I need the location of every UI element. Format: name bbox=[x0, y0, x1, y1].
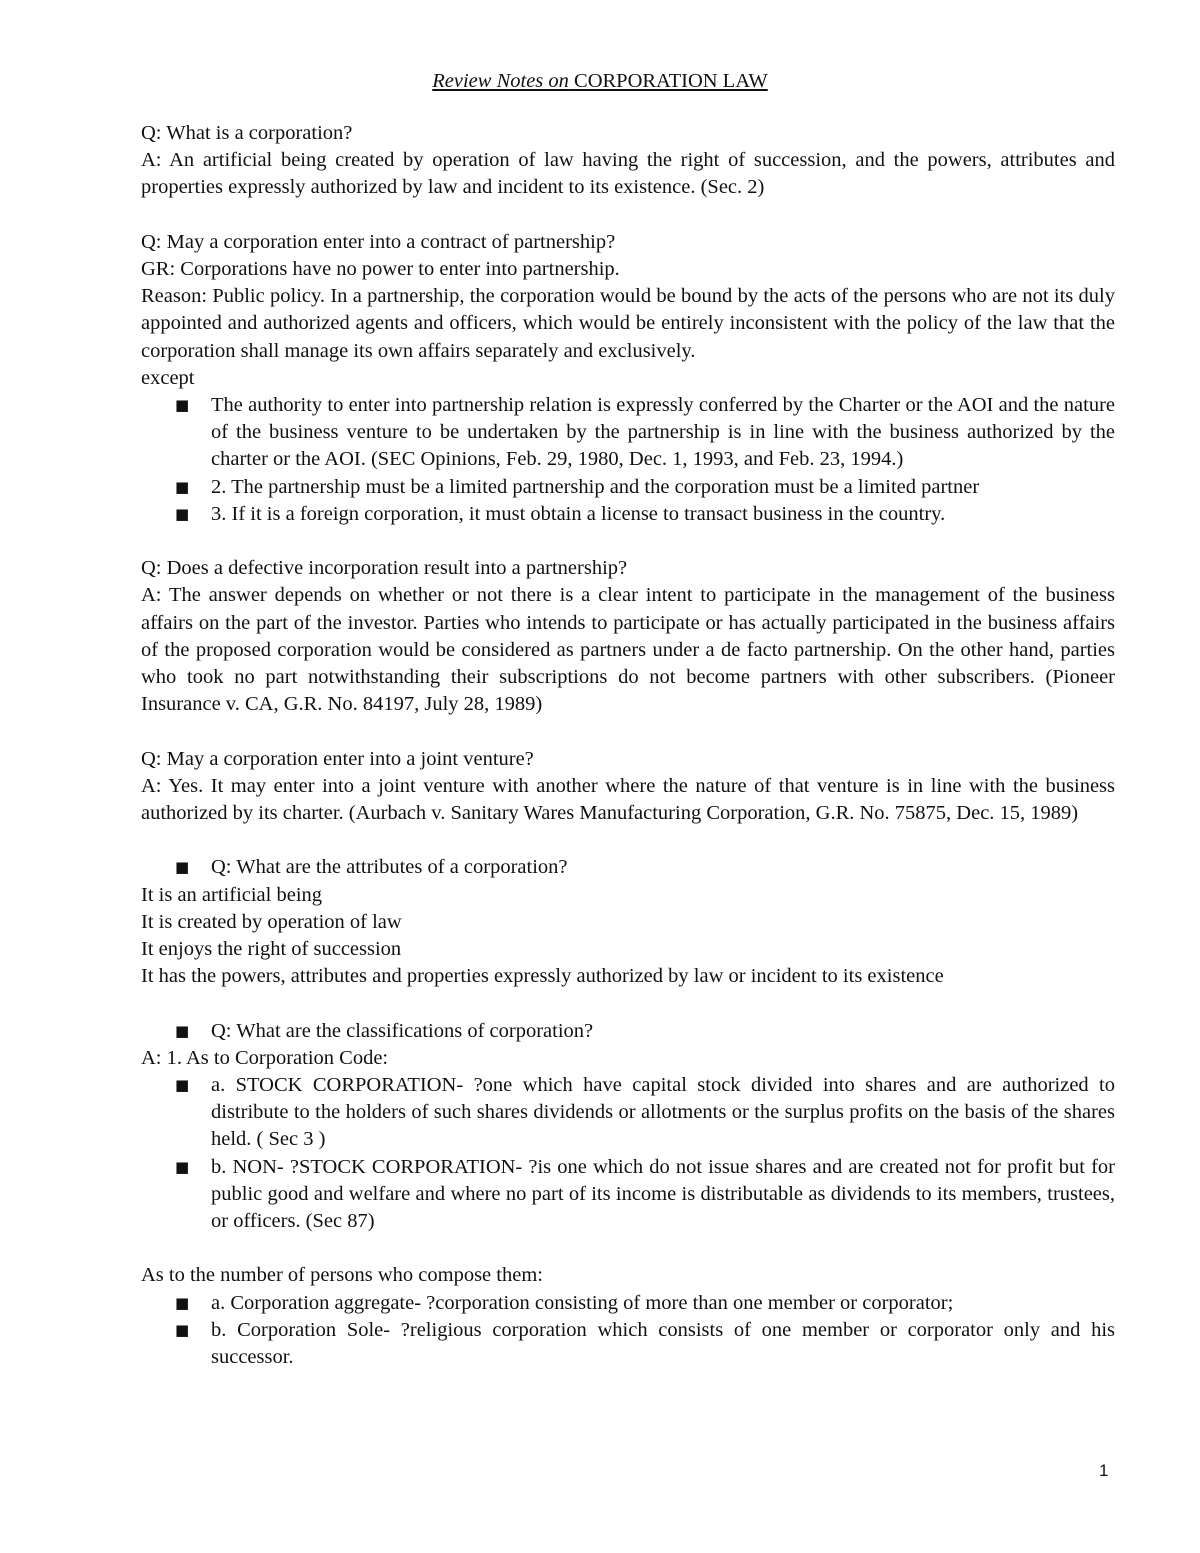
answer-corporation-code-heading: A: 1. As to Corporation Code: bbox=[141, 1046, 389, 1069]
list-item bbox=[141, 1018, 1115, 1045]
number-of-persons-heading: As to the number of persons who compose them: bbox=[141, 1264, 543, 1287]
square-bullet-icon: ■ bbox=[175, 477, 190, 496]
list-item: ■ 2. The partnership must be a limited partnership and the corporation must be a limited partner bbox=[141, 474, 1115, 501]
attribute-item: It is created by operation of law bbox=[141, 910, 402, 933]
list-item: ■ a. Corporation aggregate- ?corporation consisting of more than one member or corporator; bbox=[141, 1290, 1115, 1317]
answer-defective-incorporation: A: The answer depends on whether or not there is a clear intent to participate in the management of the business affairs on the part of the investor. Parties who intends to participate or has actually participated in the business affairs of the proposed corporation would be considered as partners under a de facto partnership. On the other hand, parties who took no part notwithstanding their subscriptions do not become partners with other subscribers. (Pioneer Insurance v. CA, G.R. No. 84197, July 28, 1989) bbox=[141, 584, 1115, 716]
question-joint-venture: Q: May a corporation enter into a joint venture? bbox=[141, 747, 534, 770]
question-defective-incorporation: Q: Does a defective incorporation result into a partnership? bbox=[141, 557, 628, 580]
attribute-item: It has the powers, attributes and properties expressly authorized by law or incident to its existence bbox=[141, 965, 944, 988]
question-partnership: Q: May a corporation enter into a contract of partnership? bbox=[141, 230, 616, 253]
square-bullet-icon: ■ bbox=[175, 1320, 190, 1339]
square-bullet-icon: ■ bbox=[175, 1293, 190, 1312]
square-bullet-icon: ■ bbox=[175, 858, 190, 877]
general-rule: GR: Corporations have no power to enter into partnership. bbox=[141, 258, 620, 280]
question-what-is-corporation: Q: What is a corporation? bbox=[141, 122, 353, 144]
document-body bbox=[141, 120, 1115, 1371]
classification-question-list bbox=[141, 1018, 1115, 1045]
answer-joint-venture: A: Yes. It may enter into a joint venture with another where the nature of that venture is in line with the business authorized by its charter. (Aurbach v. Sanitary Wares Manufacturing Corporation, G.R. No. 75875, Dec. 15, 1989) bbox=[141, 774, 1115, 825]
question-attributes: Q: What are the attributes of a corporation? bbox=[211, 856, 568, 879]
square-bullet-icon: ■ bbox=[175, 1076, 190, 1095]
document-title bbox=[0, 68, 1200, 95]
attribute-item: It enjoys the right of succession bbox=[141, 938, 402, 961]
except-label: except bbox=[141, 366, 195, 389]
square-bullet-icon: ■ bbox=[175, 396, 190, 415]
persons-classification-list bbox=[141, 1290, 1115, 1372]
list-item: ■ b. NON- ?STOCK CORPORATION- ?is one which do not issue shares and are created not for profit but for public good and welfare and where no part of its income is distributable as dividends to its members, trustees, or officers. (Sec 87) bbox=[175, 1155, 1115, 1233]
exception-list bbox=[141, 392, 1115, 528]
square-bullet-icon: ■ bbox=[175, 1157, 190, 1176]
stock-classification-list bbox=[141, 1072, 1115, 1235]
title-plain-part: CORPORATION LAW bbox=[568, 70, 768, 92]
list-item: ■ a. STOCK CORPORATION- ?one which have capital stock divided into shares and are authorized to distribute to the holders of such shares dividends or allotments or the surplus profits on the basis of the shares held. ( Sec 3 ) bbox=[175, 1074, 1115, 1151]
list-item: ■ The authority to enter into partnership relation is expressly conferred by the Charter or the AOI and the nature of the business venture to be undertaken by the partnership is in line with the business authorized by the charter or the AOI. (SEC Opinions, Feb. 29, 1980, Dec. 1, 1993, and Feb. 23, 1994.) bbox=[175, 394, 1115, 471]
list-item bbox=[141, 854, 1115, 881]
title-italic-part: Review Notes on bbox=[432, 70, 569, 92]
list-item: ■ 3. If it is a foreign corporation, it must obtain a license to transact business in the country. bbox=[141, 501, 1115, 528]
attribute-item: It is an artificial being bbox=[141, 883, 323, 906]
question-classifications: Q: What are the classifications of corporation? bbox=[211, 1019, 594, 1042]
page-number: 1 bbox=[1099, 1461, 1109, 1480]
attributes-question-list bbox=[141, 854, 1115, 881]
list-item: ■ b. Corporation Sole- ?religious corporation which consists of one member or corporator only and his successor. bbox=[175, 1318, 1115, 1369]
answer-what-is-corporation: A: An artificial being created by operation of law having the right of succession, and the powers, attributes and properties expressly authorized by law and incident to its existence. (Sec. 2) bbox=[141, 149, 1115, 199]
reason-paragraph: Reason: Public policy. In a partnership, the corporation would be bound by the acts of the persons who are not its duly appointed and authorized agents and officers, which would be entirely inconsistent with the policy of the law that the corporation shall manage its own affairs separately and exclusively. bbox=[141, 285, 1115, 362]
square-bullet-icon: ■ bbox=[175, 1021, 190, 1040]
square-bullet-icon: ■ bbox=[175, 504, 190, 523]
